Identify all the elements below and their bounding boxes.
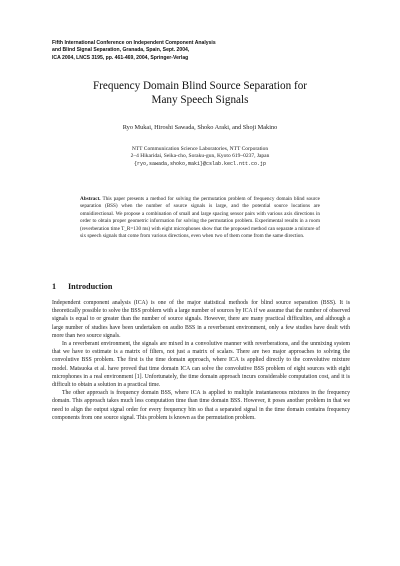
affiliation-line-1: NTT Communication Science Laboratories, NTT Corporation <box>131 146 269 152</box>
paper-title-line-1: Frequency Domain Blind Source Separation for <box>92 80 308 92</box>
author-email: {ryo,sawada,shoko,maki}@cslab.kecl.ntt.co.jp <box>133 160 267 167</box>
conference-header <box>52 40 352 62</box>
abstract-label: Abstract. <box>80 196 101 202</box>
body-paragraph-1: Independent component analysis (ICA) is one of the major statistical methods for blind source separation (BSS). It is theoretically possible to solve the BSS problem with a large number of sources by ICA if we assume that the number of observed signals is equal to or greater than the number of source signals. However, there are many practical difficulties, and although a large number of studies have been undertaken on audio BSS in a reverberant environment, only a few studies have dealt with more than two source signals. <box>52 300 350 339</box>
affiliation <box>40 146 360 168</box>
body-text <box>52 299 350 422</box>
paper-title-line-2: Many Speech Signals <box>151 93 249 106</box>
author-list: Ryo Mukai, Hiroshi Sawada, Shoko Araki, and Shoji Makino <box>122 124 278 131</box>
paper-title <box>40 80 360 107</box>
conference-header-line-1: Fifth International Conference on Independent Component Analysis <box>52 40 216 46</box>
section-title: Introduction <box>68 282 113 291</box>
affiliation-line-2: 2–4 Hikaridai, Seika-cho, Soraku-gun, Kyoto 619–0237, Japan <box>130 153 270 160</box>
abstract <box>80 196 320 241</box>
abstract-text: This paper presents a method for solving the permutation problem of frequency domain blind source separation (BSS) when the number of source signals is large, and the potential source locations are omnidirectional. We propose a combination of small and large spacing sensor pairs with various axis directions in order to obtain proper geometric information for solving the permutation problem. Experimental results in a room (reverberation time T_R=130 ms) with eight microphones show that the proposed method can separate a mixture of six speech signals that come from various directions, even when two of them come from the same direction. <box>80 196 320 240</box>
conference-header-line-3: ICA 2004, LNCS 3195, pp. 461-469, 2004, Springer-Verlag <box>52 54 189 61</box>
section-heading <box>52 282 352 292</box>
section-number: 1 <box>52 282 57 291</box>
body-paragraph-3: The other approach is frequency domain BSS, where ICA is applied to multiple instantaneous mixtures in the frequency domain. This approach takes much less computation time than time domain BSS. However, it poses another problem in that we need to align the output signal order for every frequency bin so that a separated signal in the time domain contains frequency components from one source signal. This problem is known as the permutation problem. <box>52 390 350 421</box>
body-paragraph-2: In a reverberant environment, the signals are mixed in a convolutive manner with reverberations, and the unmixing system that we have to estimate is a matrix of filters, not just a matrix of scalars. There are two major approaches to solving the convolutive BSS problem. The first is the time domain approach, where ICA is applied directly to the convolutive mixture model. Matsuoka et al. have proved that time domain ICA can solve the convolutive BSS problem of eight sources with eight microphones in a real environment [1]. Unfortunately, the time domain approach incurs considerable computation cost, and it is difficult to obtain a solution in a practical time. <box>52 341 350 389</box>
conference-header-line-2: and Blind Signal Separation, Granada, Spain, Sept. 2004, <box>52 47 190 54</box>
